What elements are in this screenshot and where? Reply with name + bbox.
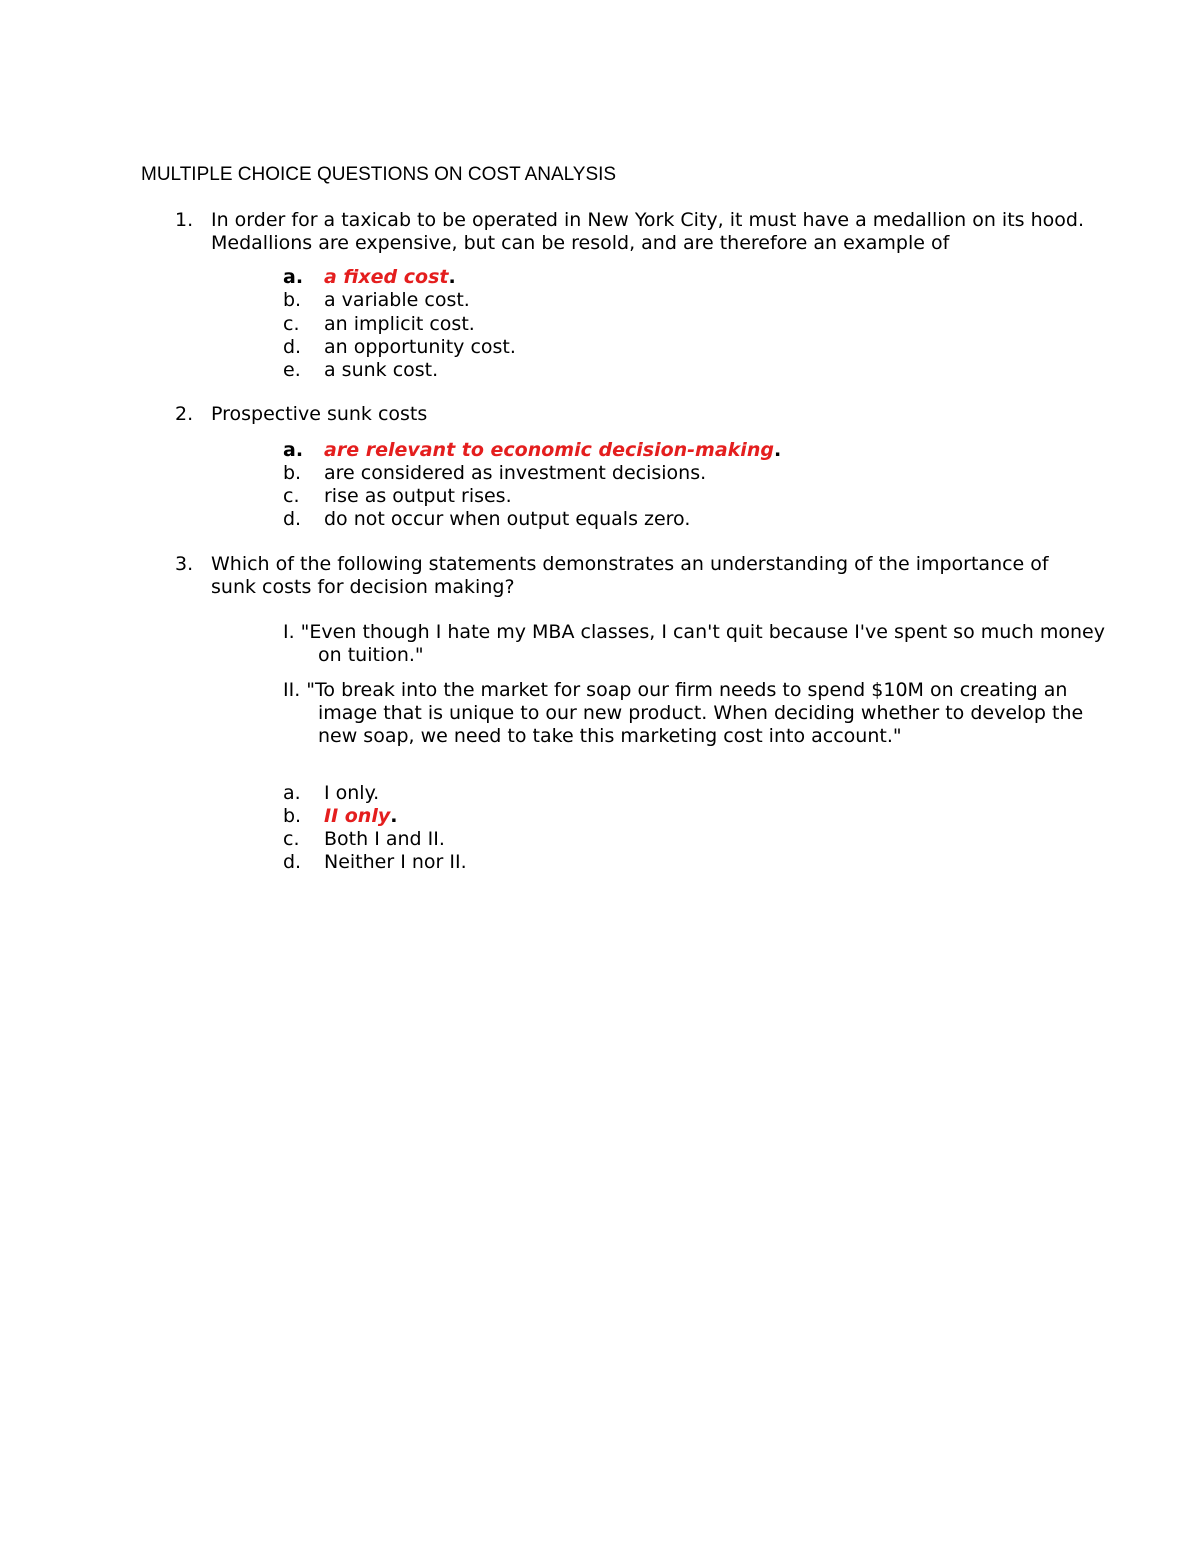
q1-option-b: a variable cost. (324, 289, 470, 311)
q3-statement-2: II. "To break into the market for soap our firm needs to spend $10M on creating an image that is unique to our new product. When deciding whether to develop the new soap, we need to take this marketing cost into account." (283, 679, 1084, 747)
q3-option-d-letter: d. (283, 851, 302, 873)
q1-option-d-letter: d. (283, 336, 302, 358)
q1-option-e-letter: e. (283, 359, 301, 381)
q3-option-c-letter: c. (283, 828, 300, 850)
q3-option-b (324, 805, 397, 827)
q3-answer-text: II only (324, 805, 391, 827)
question-3-number: 3. (175, 553, 194, 575)
q1-option-c: an implicit cost. (324, 313, 475, 335)
q2-option-b-letter: b. (283, 462, 302, 484)
q2-answer-text: are relevant to economic decision-making (324, 439, 774, 461)
q2-option-d: do not occur when output equals zero. (324, 508, 691, 530)
q1-option-e: a sunk cost. (324, 359, 439, 381)
q1-option-d: an opportunity cost. (324, 336, 516, 358)
question-3-text: Which of the following statements demonstrates an understanding of the importance of sunk costs for decision making? (211, 553, 1049, 598)
question-1-text: In order for a taxicab to be operated in New York City, it must have a medallion on its hood. Medallions are expensive, but can be resold, and are therefore an example of (211, 209, 1084, 254)
q2-option-c: rise as output rises. (324, 485, 512, 507)
q3-option-b-letter: b. (283, 805, 302, 827)
q1-option-c-letter: c. (283, 313, 300, 335)
q3-statement-1: I. "Even though I hate my MBA classes, I can't quit because I've spent so much money on tuition." (283, 621, 1105, 666)
q2-option-a (324, 439, 781, 461)
q3-option-c: Both I and II. (324, 828, 445, 850)
q1-option-b-letter: b. (283, 289, 302, 311)
question-1-number: 1. (175, 209, 194, 231)
q3-answer-suffix: . (390, 805, 398, 827)
q1-answer-suffix: . (448, 266, 456, 288)
q2-option-d-letter: d. (283, 508, 302, 530)
q3-option-a-letter: a. (283, 782, 301, 804)
q2-option-a-letter: a. (283, 439, 304, 461)
q2-option-c-letter: c. (283, 485, 300, 507)
q2-option-b: are considered as investment decisions. (324, 462, 707, 484)
document-title: MULTIPLE CHOICE QUESTIONS ON COST ANALYSIS (141, 164, 617, 185)
q1-option-a (324, 266, 456, 288)
q1-answer-text: a fixed cost (324, 266, 449, 288)
q2-answer-suffix: . (773, 439, 782, 461)
q1-option-a-letter: a. (283, 266, 304, 288)
q3-option-d: Neither I nor II. (324, 851, 467, 873)
question-2-text: Prospective sunk costs (211, 403, 428, 425)
q3-option-a: I only. (324, 782, 380, 804)
question-2-number: 2. (175, 403, 194, 425)
